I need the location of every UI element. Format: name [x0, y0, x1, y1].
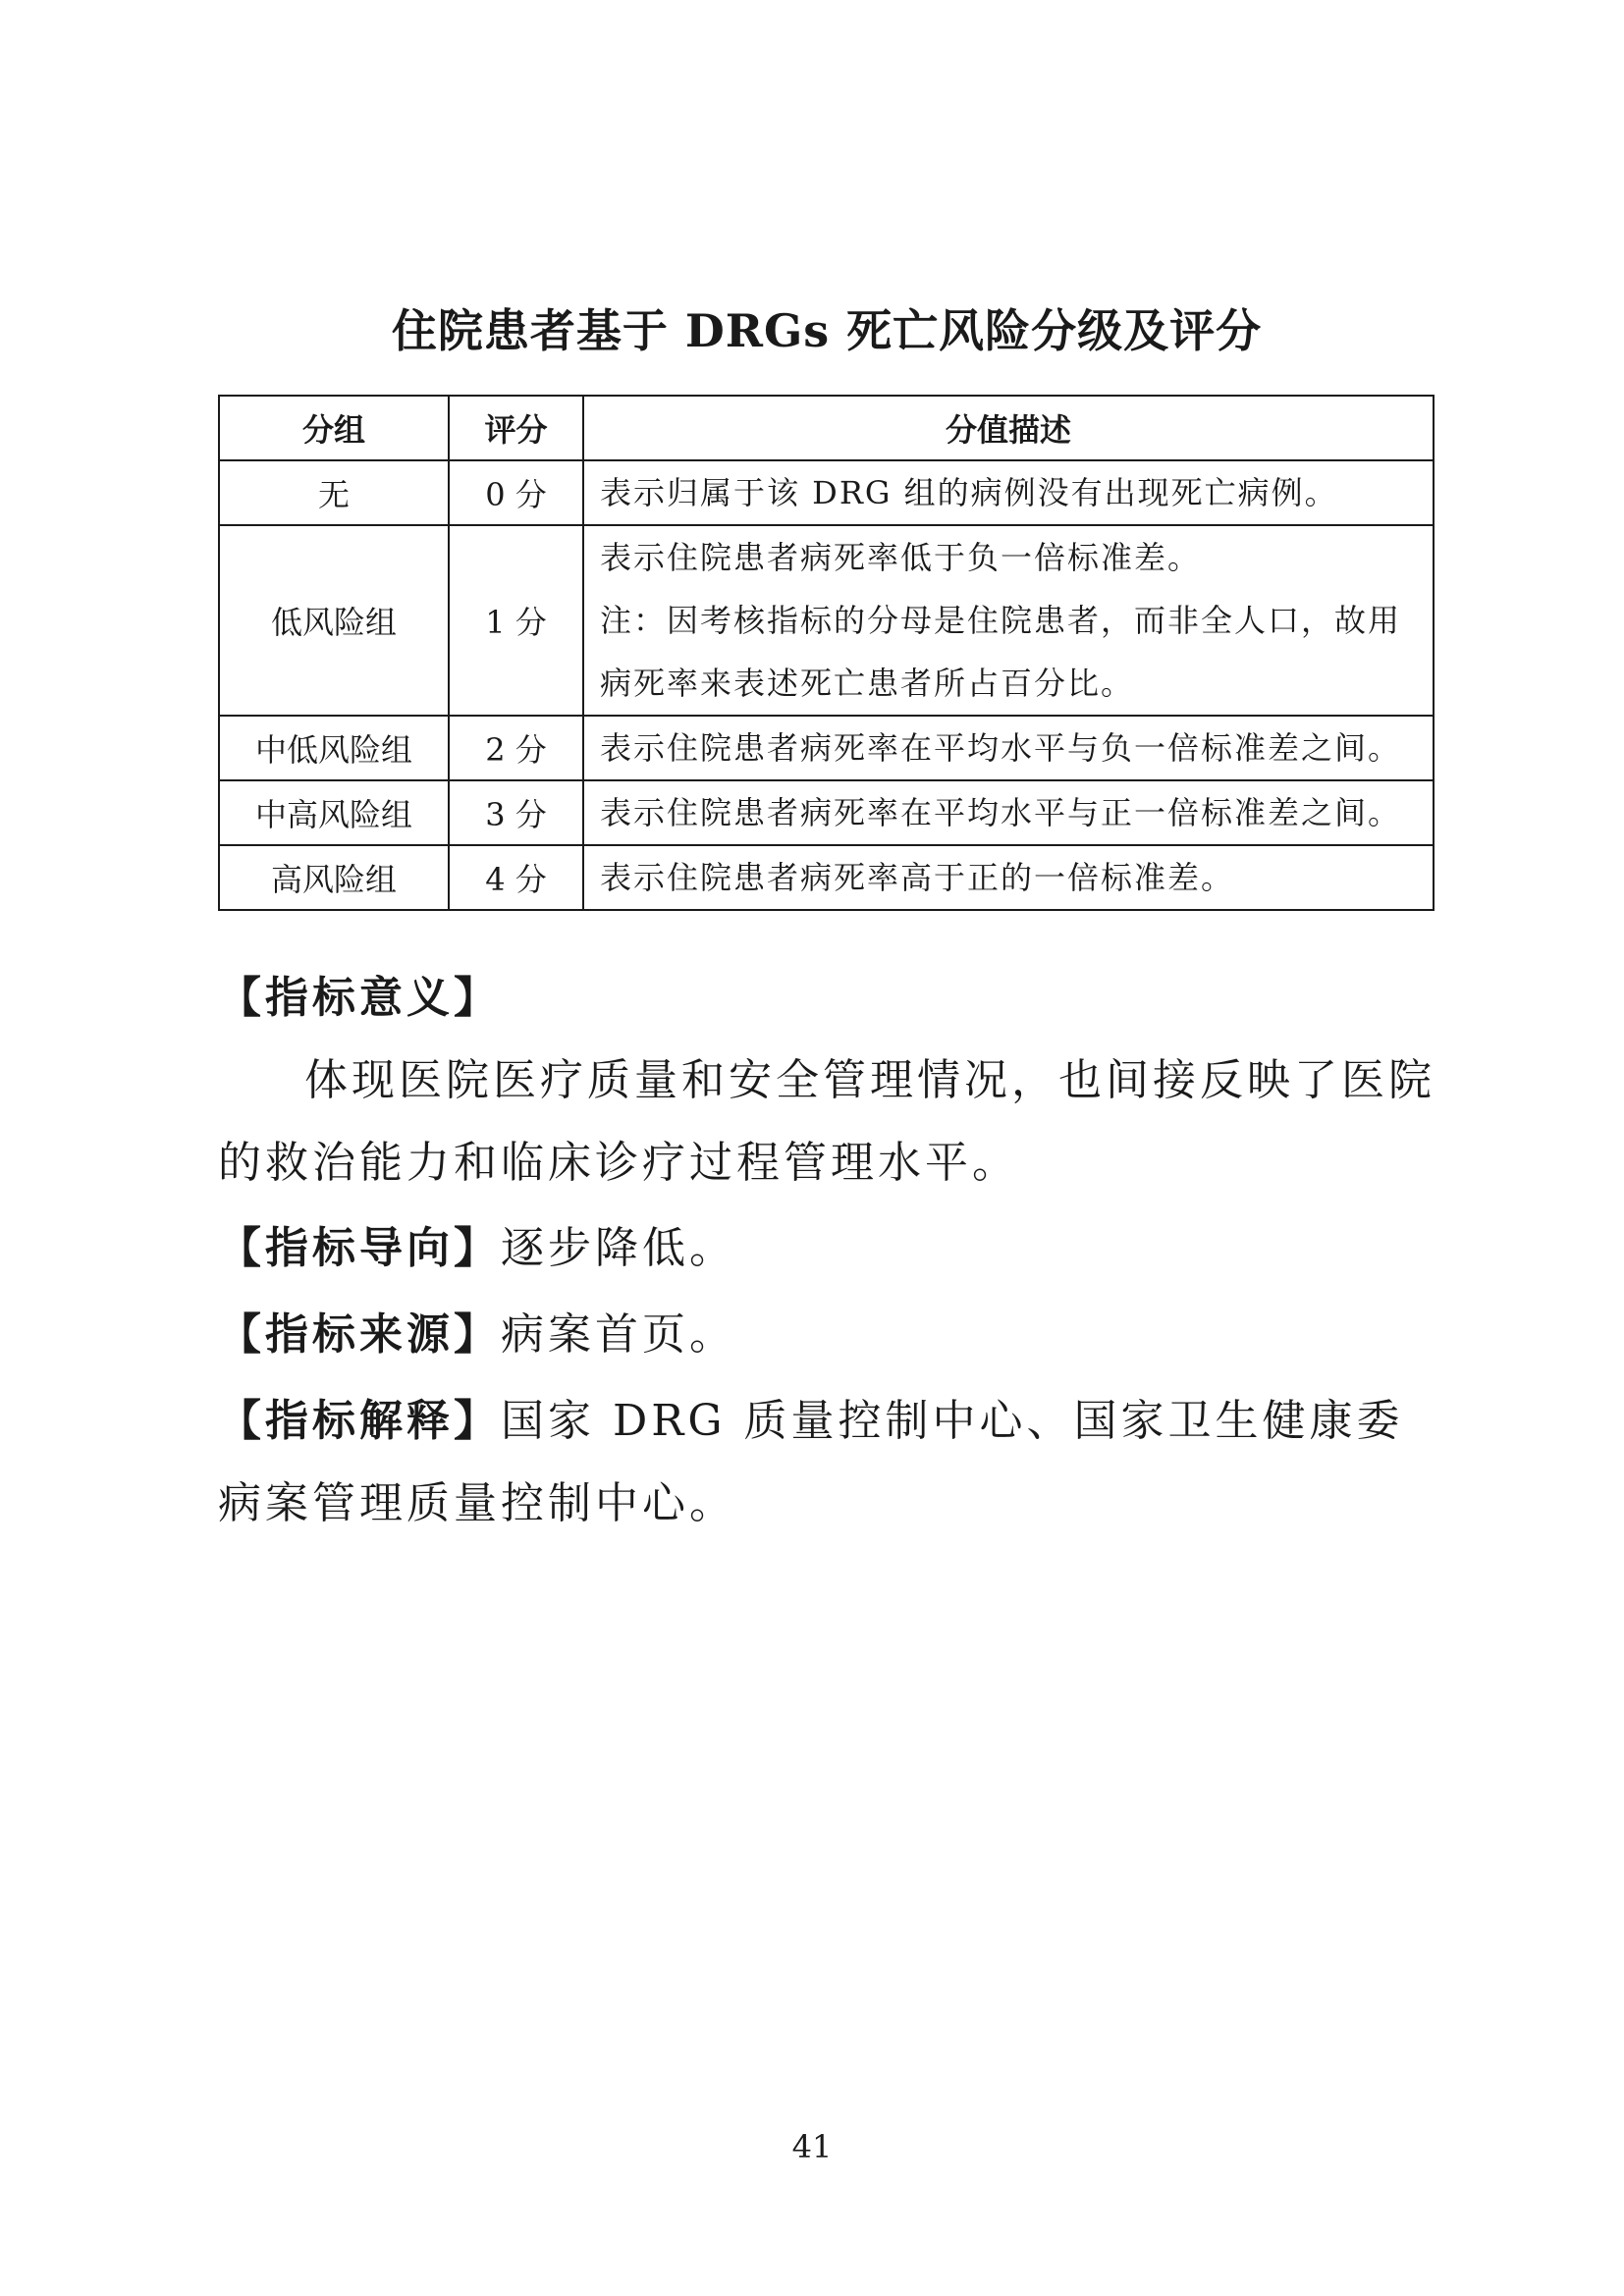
group-cell: 高风险组 [219, 845, 449, 910]
group-cell: 中高风险组 [219, 780, 449, 845]
table-row [219, 845, 1434, 910]
score-cell: 2 分 [449, 716, 583, 780]
description-line: 表示归属于该 DRG 组的病例没有出现死亡病例。 [600, 474, 1338, 511]
description-note-line: 病死率来表述死亡患者所占百分比。 [600, 665, 1135, 702]
table-row [219, 716, 1434, 780]
section-meaning [218, 957, 1435, 1204]
section-body: 体现医院医疗质量和安全管理情况，也间接反映了医院的救治能力和临床诊疗过程管理水平。 [218, 1055, 1435, 1188]
description-cell [583, 525, 1434, 716]
description-cell [583, 780, 1434, 845]
description-cell [583, 845, 1434, 910]
section-heading: 【指标导向】 [218, 1223, 501, 1273]
table-row [219, 460, 1434, 525]
section-source [218, 1294, 1435, 1376]
group-cell: 低风险组 [219, 525, 449, 716]
section-body: 国家 DRG 质量控制中心、国家卫生健康委病案管理质量控制中心。 [218, 1396, 1404, 1528]
page-number: 41 [791, 2128, 833, 2165]
score-cell: 1 分 [449, 525, 583, 716]
table-header-row [219, 396, 1434, 460]
score-cell: 4 分 [449, 845, 583, 910]
table-row [219, 780, 1434, 845]
description-note-line: 注：因考核指标的分母是住院患者，而非全人口，故用 [600, 602, 1402, 639]
description-line: 表示住院患者病死率在平均水平与正一倍标准差之间。 [600, 794, 1402, 831]
description-line: 表示住院患者病死率高于正的一倍标准差。 [600, 859, 1235, 896]
section-heading: 【指标意义】 [218, 973, 501, 1023]
section-direction [218, 1207, 1435, 1290]
section-heading: 【指标解释】 [218, 1396, 501, 1446]
header-score: 评分 [449, 396, 583, 460]
description-line: 表示住院患者病死率低于负一倍标准差。 [600, 539, 1202, 576]
section-explanation [218, 1380, 1435, 1545]
group-cell: 中低风险组 [219, 716, 449, 780]
section-body: 逐步降低。 [501, 1223, 736, 1273]
section-heading: 【指标来源】 [218, 1309, 501, 1360]
table-row [219, 525, 1434, 716]
group-cell: 无 [219, 460, 449, 525]
score-cell: 0 分 [449, 460, 583, 525]
description-cell [583, 716, 1434, 780]
page-title: 住院患者基于 DRGs 死亡风险分级及评分 [391, 304, 1263, 357]
header-group: 分组 [219, 396, 449, 460]
score-cell: 3 分 [449, 780, 583, 845]
section-body: 病案首页。 [501, 1309, 736, 1360]
description-cell [583, 460, 1434, 525]
header-description: 分值描述 [583, 396, 1434, 460]
description-line: 表示住院患者病死率在平均水平与负一倍标准差之间。 [600, 729, 1402, 767]
risk-score-table [218, 395, 1435, 911]
